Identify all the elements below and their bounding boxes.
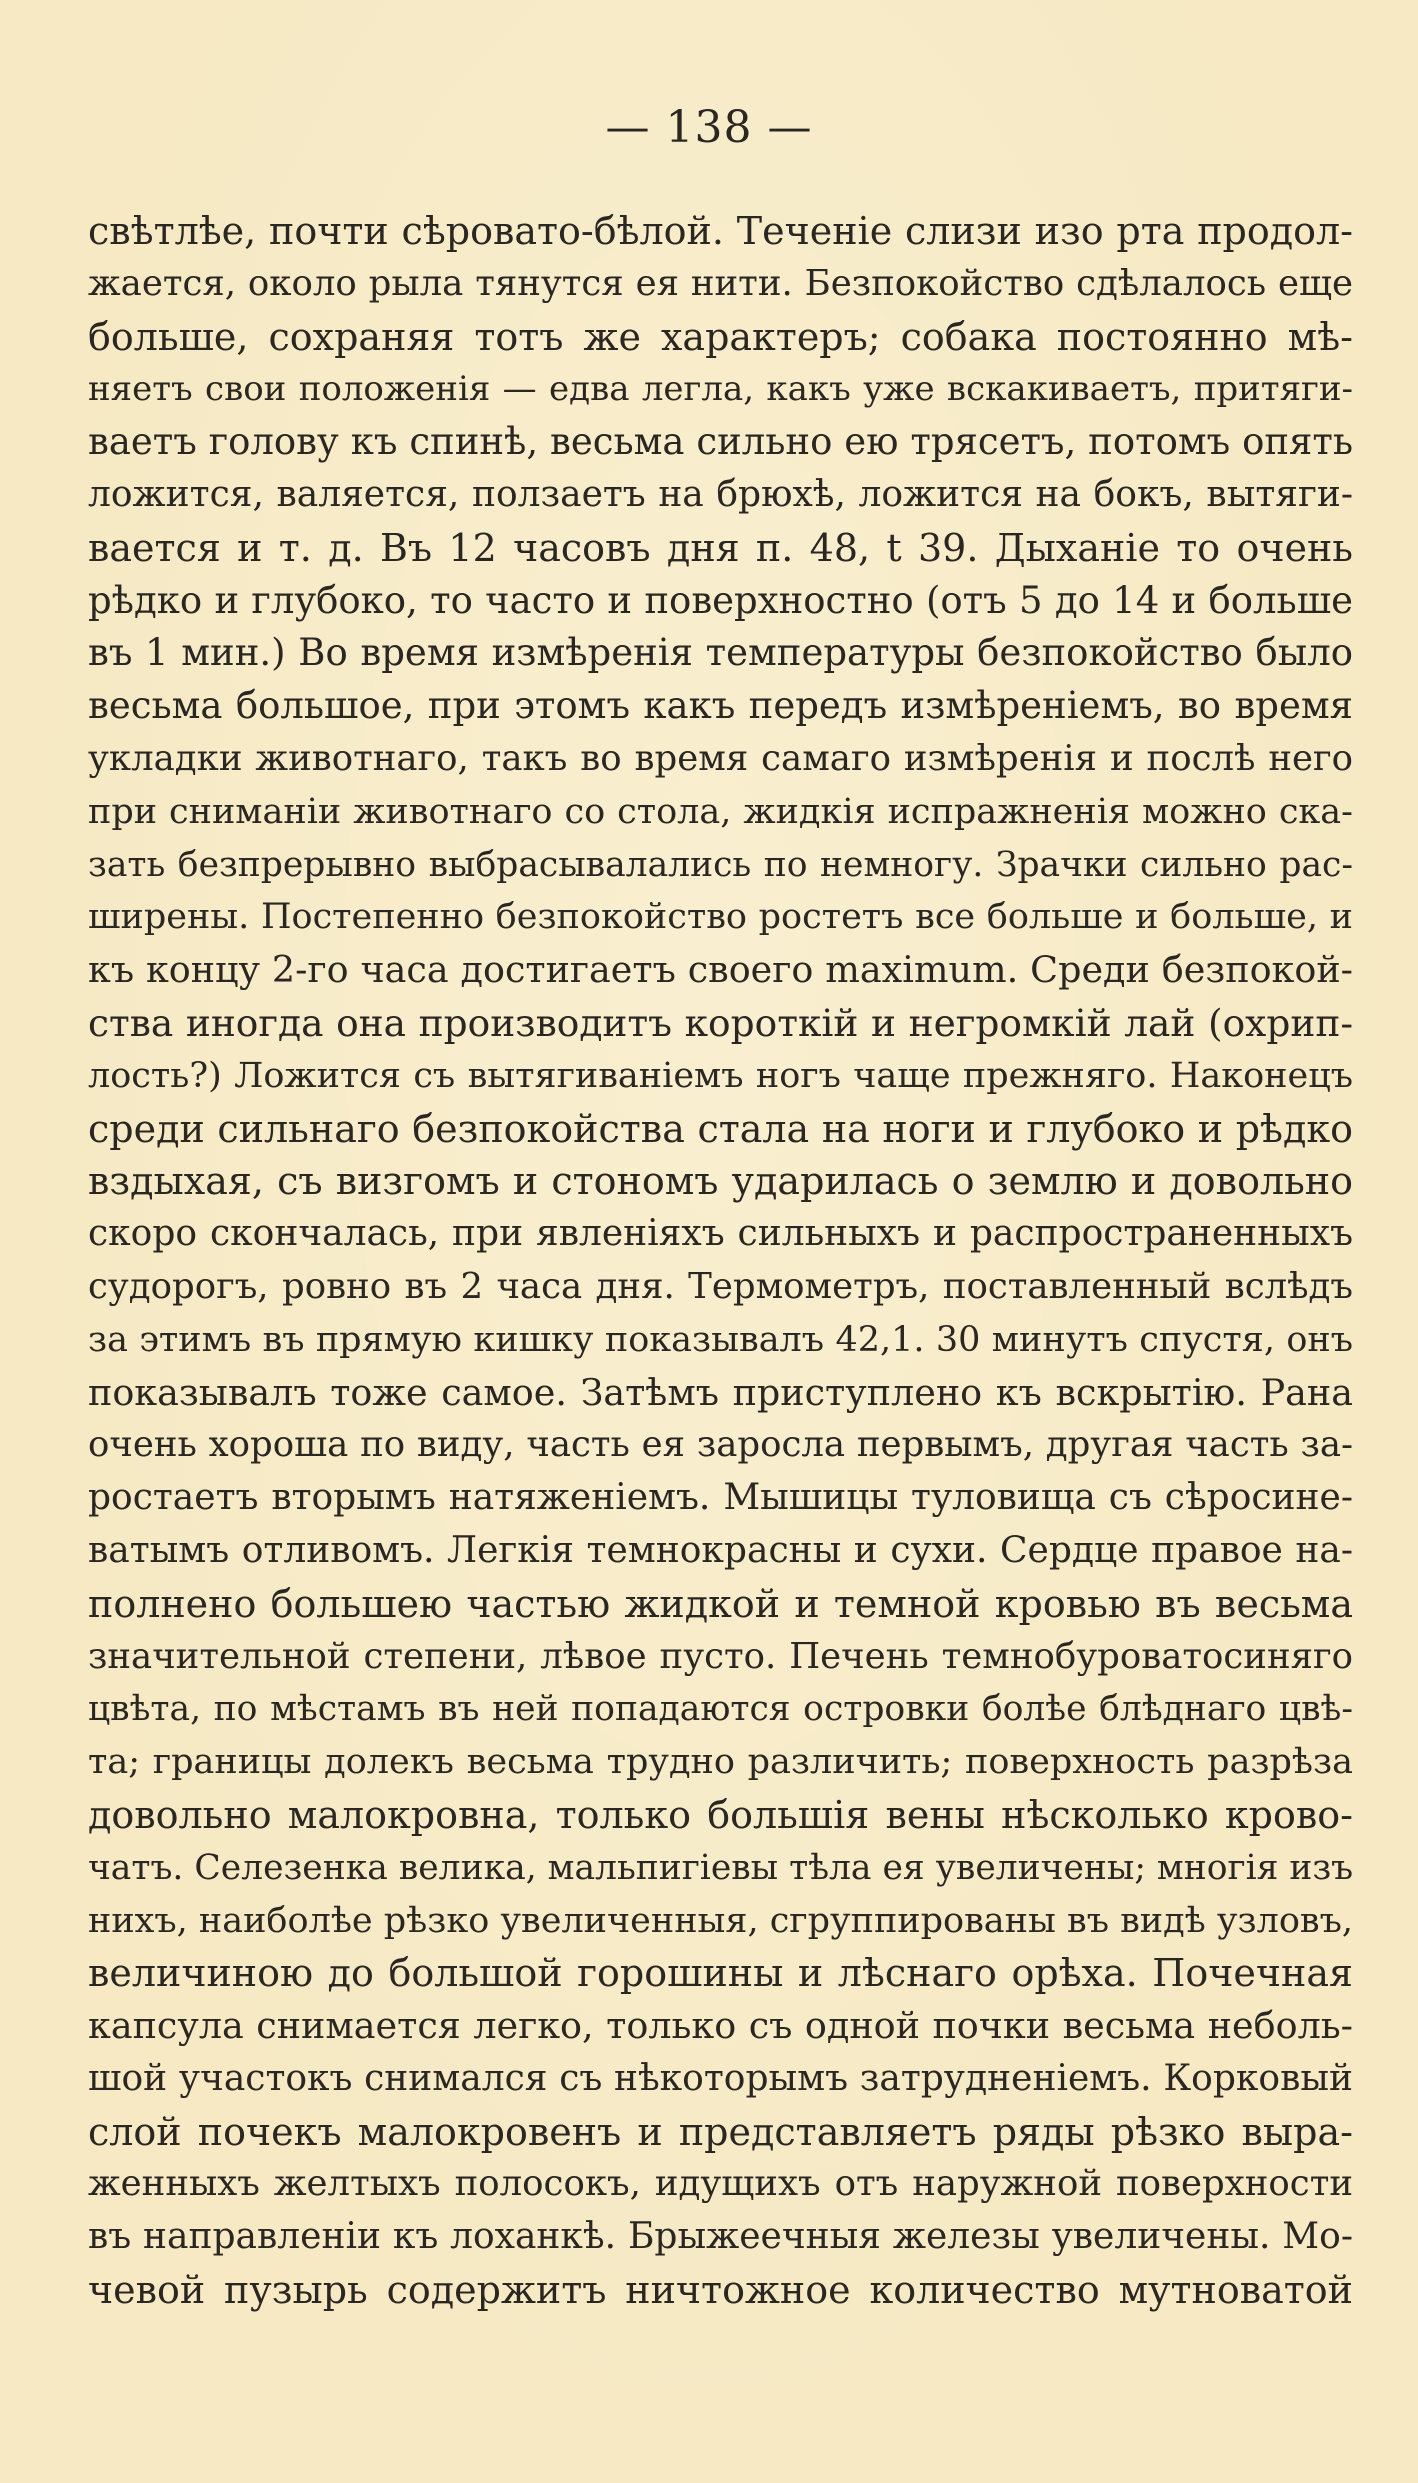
- text-line: ложится, валяется, ползаетъ на брюхѣ, ложится на бокъ, вытяги-: [88, 473, 1353, 515]
- text-line: значительной степени, лѣвое пусто. Печень темнобуроватосиняго: [88, 1635, 1353, 1677]
- text-line: въ 1 мин.) Во время измѣренія температуры безпокойство было: [88, 631, 1353, 675]
- text-line: ширены. Постепенно безпокойство ростетъ все больше и больше, и: [88, 897, 1353, 938]
- text-line: нихъ, наиболѣе рѣзко увеличенныя, сгруппированы въ видѣ узловъ,: [88, 1900, 1353, 1941]
- text-line: та; границы долекъ весьма трудно различить; поверхность разрѣза: [88, 1742, 1353, 1783]
- text-line: ваетъ голову къ спинѣ, весьма сильно ею трясетъ, потомъ опять: [88, 420, 1353, 464]
- text-line: цвѣта, по мѣстамъ въ ней попадаются островки болѣе блѣднаго цвѣ-: [88, 1689, 1353, 1730]
- text-line: довольно малокровна, только большія вены нѣсколько крово-: [88, 1792, 1353, 1837]
- text-line: среди сильнаго безпокойства стала на ноги и глубоко и рѣдко: [88, 1106, 1353, 1151]
- text-line: величиною до большой горошины и лѣснаго орѣха. Почечная: [88, 1951, 1353, 1996]
- text-line: вздыхая, съ визгомъ и стономъ ударилась о землю и довольно: [88, 1159, 1353, 1204]
- text-line: чатъ. Селезенка велика, мальпигіевы тѣла ея увеличены; многія изъ: [88, 1847, 1353, 1888]
- text-line: къ концу 2-го часа достигаетъ своего maximum. Среди безпокой-: [88, 948, 1353, 992]
- text-line: при сниманіи животнаго со стола, жидкія испражненія можно ска-: [88, 791, 1353, 832]
- text-line: женныхъ желтыхъ полосокъ, идущихъ отъ наружной поверхности: [88, 2163, 1353, 2205]
- body-text: [88, 205, 1353, 2317]
- text-line: полнено большею частью жидкой и темной кровью въ весьма: [88, 1581, 1353, 1626]
- text-line: судорогъ, ровно въ 2 часа дня. Термометръ, поставленный вслѣдъ: [88, 1265, 1353, 1307]
- text-line: ростаетъ вторымъ натяженіемъ. Мышицы туловища съ сѣросине-: [88, 1477, 1353, 1519]
- text-line: жается, около рыла тянутся ея нити. Безпокойство сдѣлалось еще: [88, 262, 1353, 304]
- text-line: очень хороша по виду, часть ея заросла первымъ, другая часть за-: [88, 1424, 1353, 1466]
- text-line: больше, сохраняя тотъ же характеръ; собака постоянно мѣ-: [88, 314, 1353, 359]
- text-line: показывалъ тоже самое. Затѣмъ приступлено къ вскрытію. Рана: [88, 1370, 1353, 1414]
- text-line: ватымъ отливомъ. Легкія темнокрасны и сухи. Сердце правое на-: [88, 1529, 1353, 1571]
- text-line: вается и т. д. Въ 12 часовъ дня п. 48, t 39. Дыханіе то очень: [88, 525, 1353, 570]
- text-line: капсула снимается легко, только съ одной почки весьма неболь-: [88, 2004, 1353, 2048]
- text-line: рѣдко и глубоко, то часто и поверхностно (отъ 5 до 14 и больше: [88, 578, 1353, 622]
- text-line: скоро скончалась, при явленіяхъ сильныхъ и распространенныхъ: [88, 1213, 1353, 1255]
- text-line: весьма большое, при этомъ какъ передъ измѣреніемъ, во время: [88, 684, 1353, 728]
- page-number-header: — 138 —: [605, 102, 813, 153]
- text-line: шой участокъ снимался съ нѣкоторымъ затрудненіемъ. Корковый: [88, 2057, 1353, 2099]
- text-line: зать безпрерывно выбрасывалались по немногу. Зрачки сильно рас-: [88, 844, 1353, 885]
- text-line: лость?) Ложится съ вытягиваніемъ ногъ чаще прежняго. Наконецъ: [88, 1055, 1353, 1096]
- text-line: свѣтлѣе, почти сѣровато-бѣлой. Теченіе слизи изо рта продол-: [88, 209, 1353, 253]
- text-line: чевой пузырь содержитъ ничтожное количество мутноватой: [88, 2268, 1353, 2313]
- text-line: укладки животнаго, такъ во время самаго измѣренія и послѣ него: [88, 737, 1353, 779]
- text-line: въ направленіи къ лоханкѣ. Брыжеечныя железы увеличены. Мо-: [88, 2216, 1353, 2258]
- text-line: за этимъ въ прямую кишку показывалъ 42,1. 30 минутъ спустя, онъ: [88, 1319, 1353, 1360]
- text-line: слой почекъ малокровенъ и представляетъ ряды рѣзко выра-: [88, 2109, 1353, 2154]
- text-line: ства иногда она производитъ короткій и негромкій лай (охрип-: [88, 1000, 1353, 1045]
- text-line: няетъ свои положенія — едва легла, какъ уже вскакиваетъ, притяги-: [88, 369, 1353, 410]
